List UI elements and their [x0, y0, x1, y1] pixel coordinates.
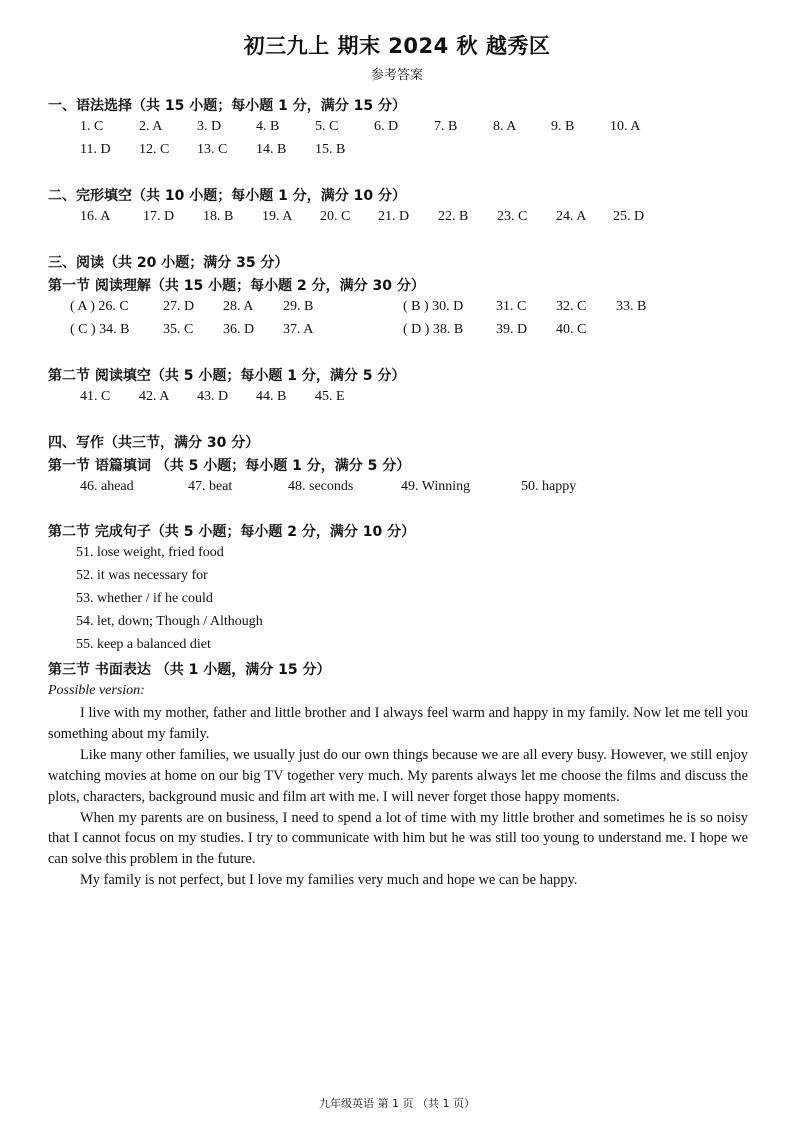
answer-46: 46. ahead — [80, 479, 134, 494]
answer-40: 40. C — [556, 322, 587, 337]
essay-paragraph-3: When my parents are on business, I need to spend a lot of time with my little brother and sometimes he is so noisy that I cannot focus on my studies. I try to communicate with him but he was still too young to understand me. I hope we can solve this problem in the future. — [48, 809, 748, 868]
answer-5: 5. C — [315, 119, 339, 134]
answer-47: 47. beat — [188, 479, 233, 494]
answer-39: 39. D — [496, 322, 528, 337]
answer-31: 31. C — [496, 299, 527, 314]
answer-11: 11. D — [80, 142, 111, 157]
page-subtitle: 参考答案 — [370, 68, 423, 83]
answer-32: 32. C — [556, 299, 587, 314]
answer-21: 21. D — [378, 209, 410, 224]
answer-13: 13. C — [197, 142, 228, 157]
answer-45: 45. E — [315, 389, 345, 404]
answer-29: 29. B — [283, 299, 314, 314]
answer-33: 33. B — [616, 299, 647, 314]
answer-55: 55. keep a balanced diet — [76, 637, 211, 652]
page-title: 初三九上 期末 2024 秋 越秀区 — [243, 34, 551, 58]
section-4-part-3-heading: 第三节 书面表达 （共 1 小题，满分 15 分） — [48, 662, 331, 678]
section-4-heading: 四、写作（共三节，满分 30 分） — [48, 435, 260, 451]
answer-3: 3. D — [197, 119, 222, 134]
answer-54: 54. let, down; Though / Although — [76, 614, 263, 629]
essay-paragraph-4: My family is not perfect, but I love my families very much and hope we can be happy. — [80, 872, 578, 889]
answer-14: 14. B — [256, 142, 287, 157]
answer-43: 43. D — [197, 389, 229, 404]
possible-version-label: Possible version: — [48, 683, 145, 698]
answer-22: 22. B — [438, 209, 469, 224]
answer-36: 36. D — [223, 322, 255, 337]
essay — [48, 703, 748, 891]
answer-52: 52. it was necessary for — [76, 568, 208, 583]
answer-30: ( B ) 30. D — [403, 299, 464, 314]
answer-26: ( A ) 26. C — [70, 299, 129, 314]
section-3-part-1-heading: 第一节 阅读理解（共 15 小题；每小题 2 分，满分 30 分） — [48, 278, 425, 294]
answer-9: 9. B — [551, 119, 575, 134]
answer-19: 19. A — [262, 209, 293, 224]
answer-24: 24. A — [556, 209, 587, 224]
answer-23: 23. C — [497, 209, 528, 224]
answer-50: 50. happy — [521, 479, 577, 494]
answer-2: 2. A — [139, 119, 163, 134]
answer-53: 53. whether / if he could — [76, 591, 213, 606]
answer-6: 6. D — [374, 119, 399, 134]
section-4-part-1-heading: 第一节 语篇填词 （共 5 小题；每小题 1 分，满分 5 分） — [48, 458, 411, 474]
answer-4: 4. B — [256, 119, 280, 134]
answer-35: 35. C — [163, 322, 194, 337]
answer-48: 48. seconds — [288, 479, 354, 494]
answer-34: ( C ) 34. B — [70, 322, 130, 337]
section-3-heading: 三、阅读（共 20 小题；满分 35 分） — [48, 255, 289, 271]
answer-25: 25. D — [613, 209, 645, 224]
section-4-part-2-heading: 第二节 完成句子（共 5 小题；每小题 2 分，满分 10 分） — [48, 524, 416, 540]
answer-8: 8. A — [493, 119, 517, 134]
answer-16: 16. A — [80, 209, 111, 224]
answer-44: 44. B — [256, 389, 287, 404]
answer-42: 42. A — [139, 389, 170, 404]
answer-27: 27. D — [163, 299, 195, 314]
section-3-part-2-heading: 第二节 阅读填空（共 5 小题；每小题 1 分，满分 5 分） — [48, 368, 406, 384]
answer-7: 7. B — [434, 119, 458, 134]
answer-37: 37. A — [283, 322, 314, 337]
answer-1: 1. C — [80, 119, 104, 134]
answer-20: 20. C — [320, 209, 351, 224]
section-1-heading: 一、语法选择（共 15 小题；每小题 1 分，满分 15 分） — [48, 98, 406, 114]
answer-38: ( D ) 38. B — [403, 322, 464, 337]
answer-15: 15. B — [315, 142, 346, 157]
answer-18: 18. B — [203, 209, 234, 224]
answer-51: 51. lose weight, fried food — [76, 545, 224, 560]
answer-28: 28. A — [223, 299, 254, 314]
answer-49: 49. Winning — [401, 479, 471, 494]
answer-17: 17. D — [143, 209, 175, 224]
answer-12: 12. C — [139, 142, 170, 157]
essay-paragraph-2: Like many other families, we usually just do our own things because we are all every busy. However, we still enjoy watching movies at home on our big TV together very much. My parents always let me choose the films and discuss the plots, characters, background music and film art with me. I will never forget those happy moments. — [48, 746, 748, 805]
answer-10: 10. A — [610, 119, 641, 134]
section-2-heading: 二、完形填空（共 10 小题；每小题 1 分，满分 10 分） — [48, 188, 406, 204]
answer-41: 41. C — [80, 389, 111, 404]
page-footer: 九年级英语 第 1 页 （共 1 页） — [319, 1097, 475, 1110]
essay-paragraph-1: I live with my mother, father and little brother and I always feel warm and happy in my family. Now let me tell you something about my family. — [48, 705, 748, 742]
